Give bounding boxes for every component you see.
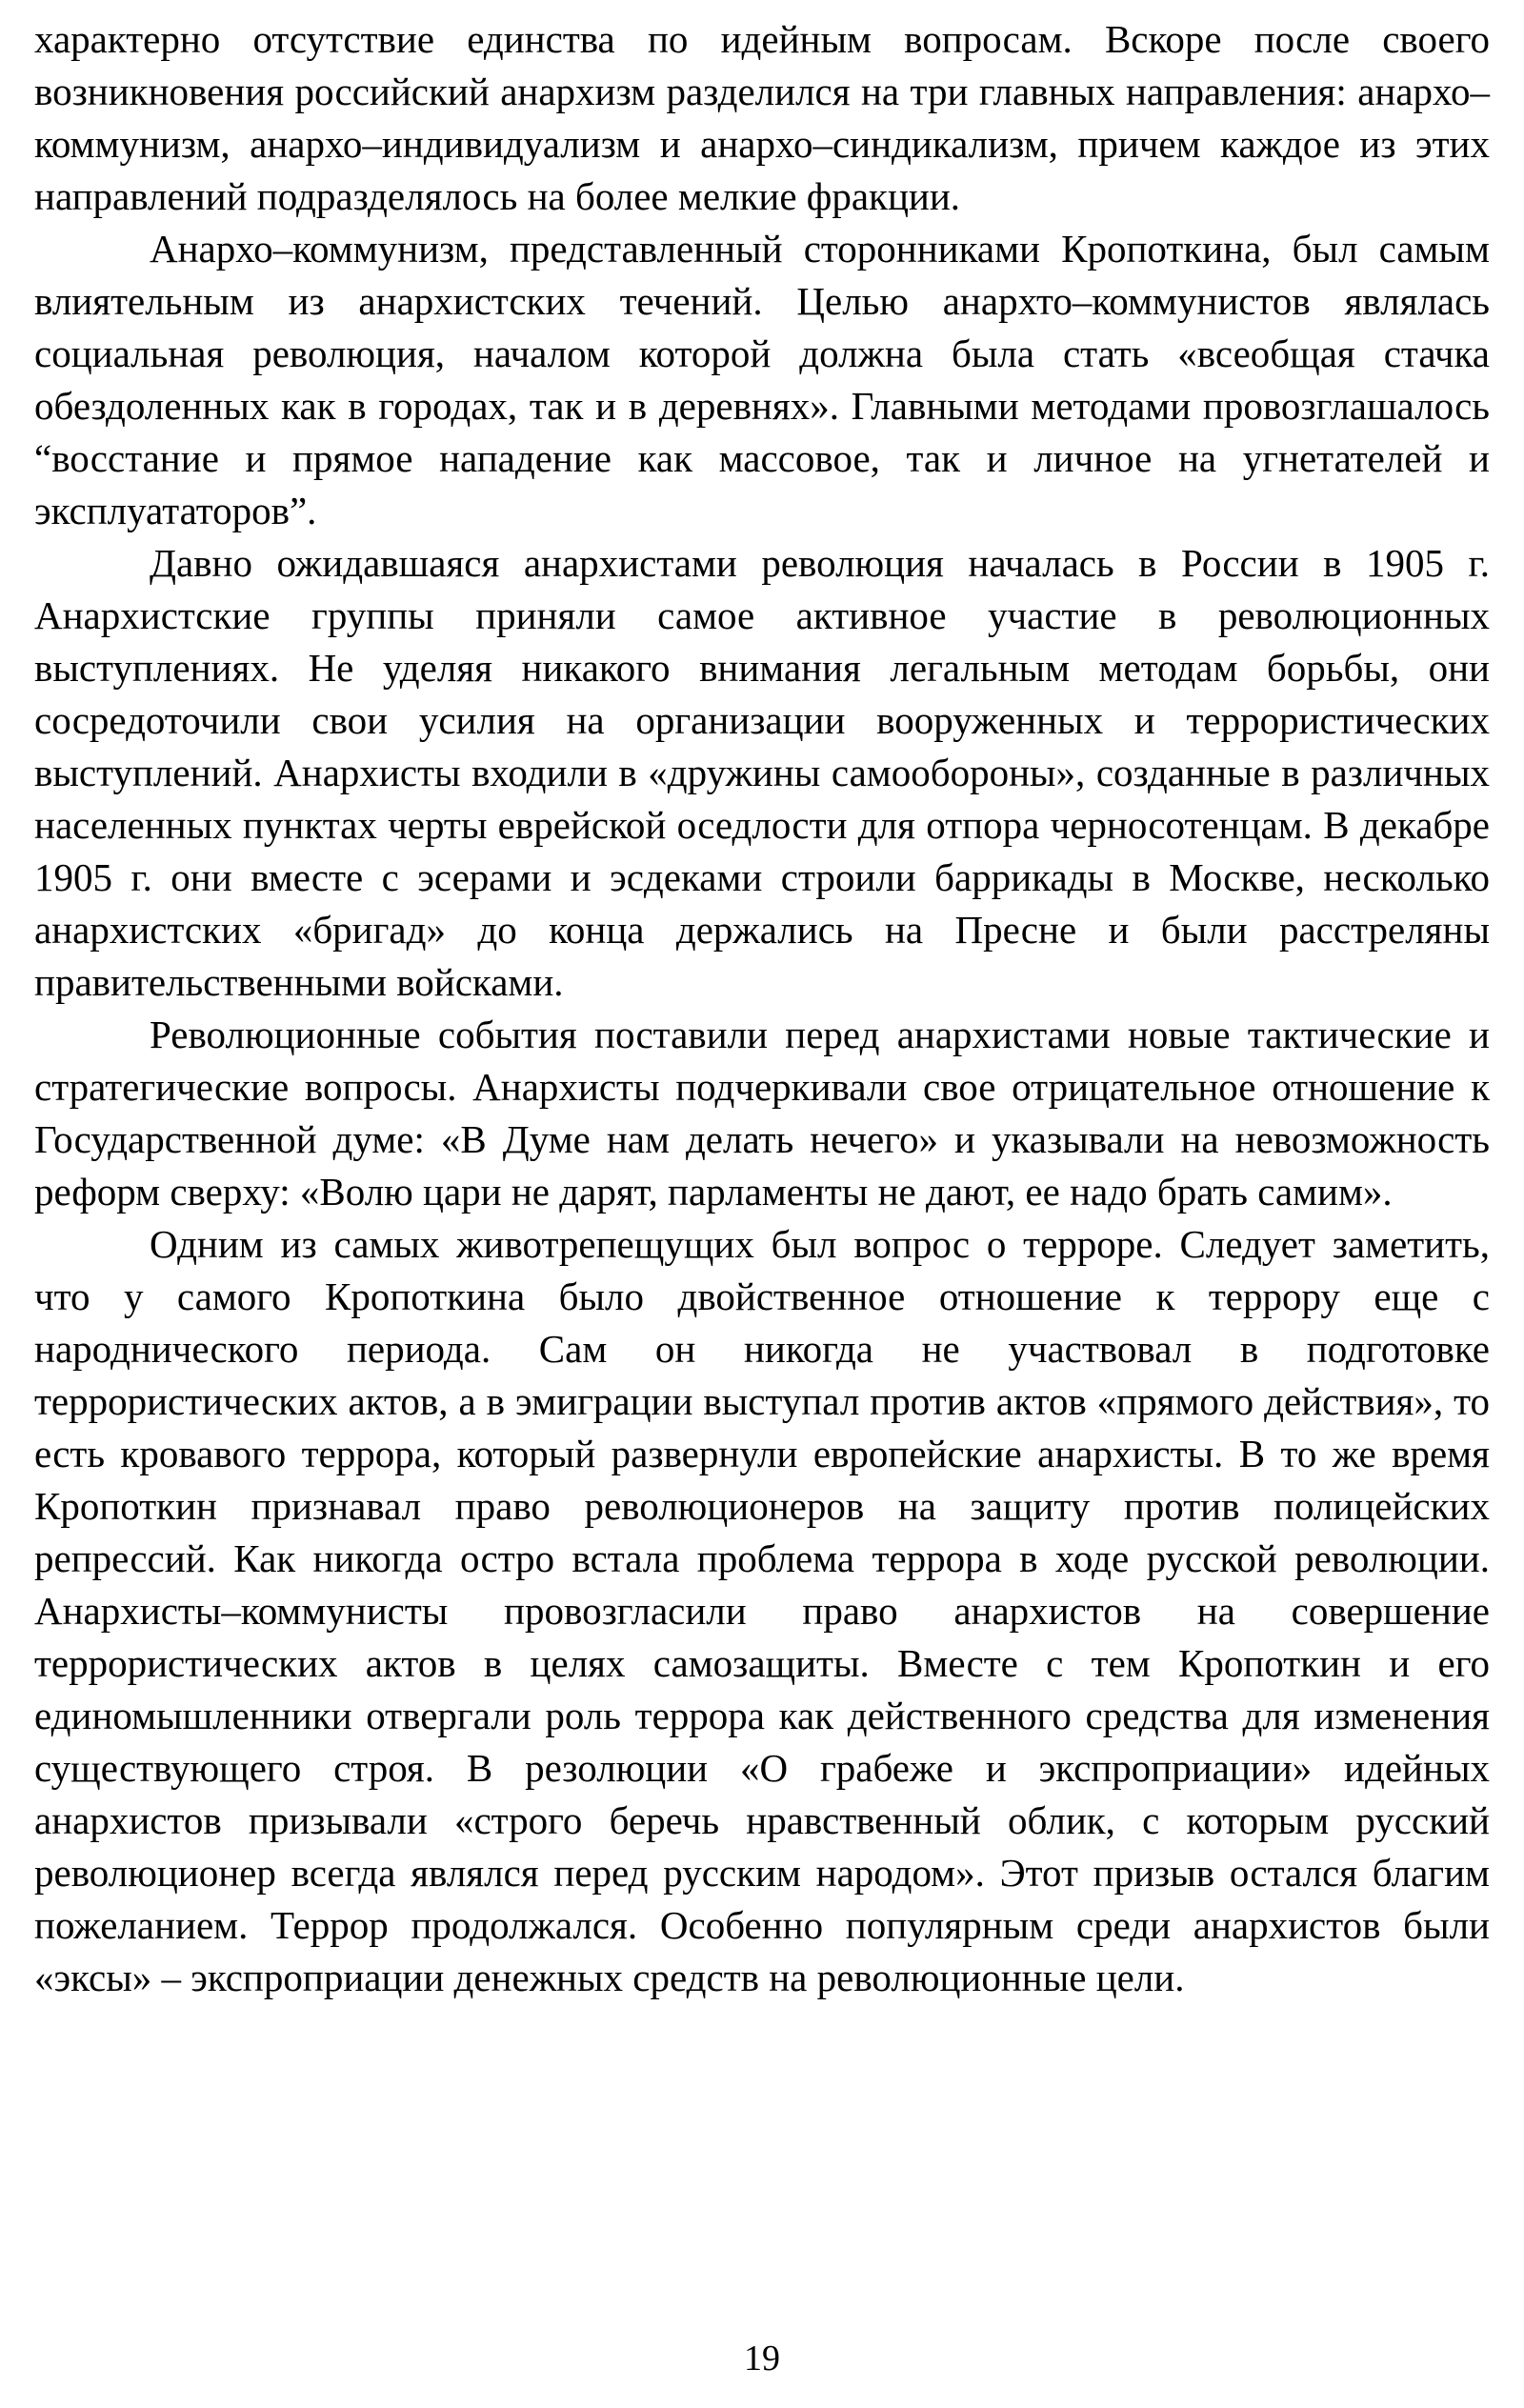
paragraph-terror-question: Одним из самых животрепещущих был вопрос о терроре. Следует заметить, что у самого Кропоткина было двойственное отношение к террору еще с народнического периода. Сам он никогда не участвовал в подготовке террористических актов, а в эмиграции выступал против актов «прямого действия», то есть кровавого террора, который развернули европейские анархисты. В то же время Кропоткин признавал право революционеров на защиту против полицейских репрессий. Как никогда остро встала проблема террора в ходе русской революции. Анархисты–коммунисты провозгласили право анархистов на совершение террористических актов в целях самозащиты. Вместе с тем Кропоткин и его единомышленники отвергали роль террора как действенного средства для изменения существующего строя. В резолюции «О грабеже и экспроприации» идейных анархистов призывали «строго беречь нравственный облик, с которым русский революционер всегда являлся перед русским народом». Этот призыв остался благим пожеланием. Террор продолжался. Особенно популярным среди анархистов были «эксы» – экспроприации денежных средств на революционные цели. bbox=[34, 1222, 1490, 1999]
paragraph-revolution-1905: Давно ожидавшаяся анархистами революция началась в России в 1905 г. Анархистские группы приняли самое активное участие в революционных выступлениях. Не уделяя никакого внимания легальным методам борьбы, они сосредоточили свои усилия на организации вооруженных и террористических выступлений. Анархисты входили в «дружины самообороны», созданные в различных населенных пунктах черты еврейской оседлости для отпора черносотенцам. В декабре 1905 г. они вместе с эсерами и эсдеками строили баррикады в Москве, несколько анархистских «бригад» до конца держались на Пресне и были расстреляны правительственными войсками. bbox=[34, 541, 1490, 1004]
page-number: 19 bbox=[744, 2338, 780, 2378]
paragraph-continuation: характерно отсутствие единства по идейным вопросам. Вскоре после своего возникновения российский анархизм разделился на три главных направления: анархо–коммунизм, анархо–индивидуализм и анархо–синдикализм, причем каждое из этих направлений подразделялось на более мелкие фракции. bbox=[34, 17, 1490, 218]
document-page bbox=[34, 13, 1490, 2376]
paragraph-duma-questions: Революционные события поставили перед анархистами новые тактические и стратегические вопросы. Анархисты подчеркивали свое отрицательное отношение к Государственной думе: «В Думе нам делать нечего» и указывали на невозможность реформ сверху: «Волю цари не дарят, парламенты не дают, ее надо брать самим». bbox=[34, 1013, 1490, 1214]
paragraph-anarcho-communism: Анархо–коммунизм, представленный сторонниками Кропоткина, был самым влиятельным из анархистских течений. Целью анархто–коммунистов являлась социальная революция, началом которой должна была стать «всеобщая стачка обездоленных как в городах, так и в деревнях». Главными методами провозглашалось “восстание и прямое нападение как массовое, так и личное на угнетателей и эксплуататоров”. bbox=[34, 227, 1490, 532]
body-text bbox=[34, 13, 1490, 2004]
